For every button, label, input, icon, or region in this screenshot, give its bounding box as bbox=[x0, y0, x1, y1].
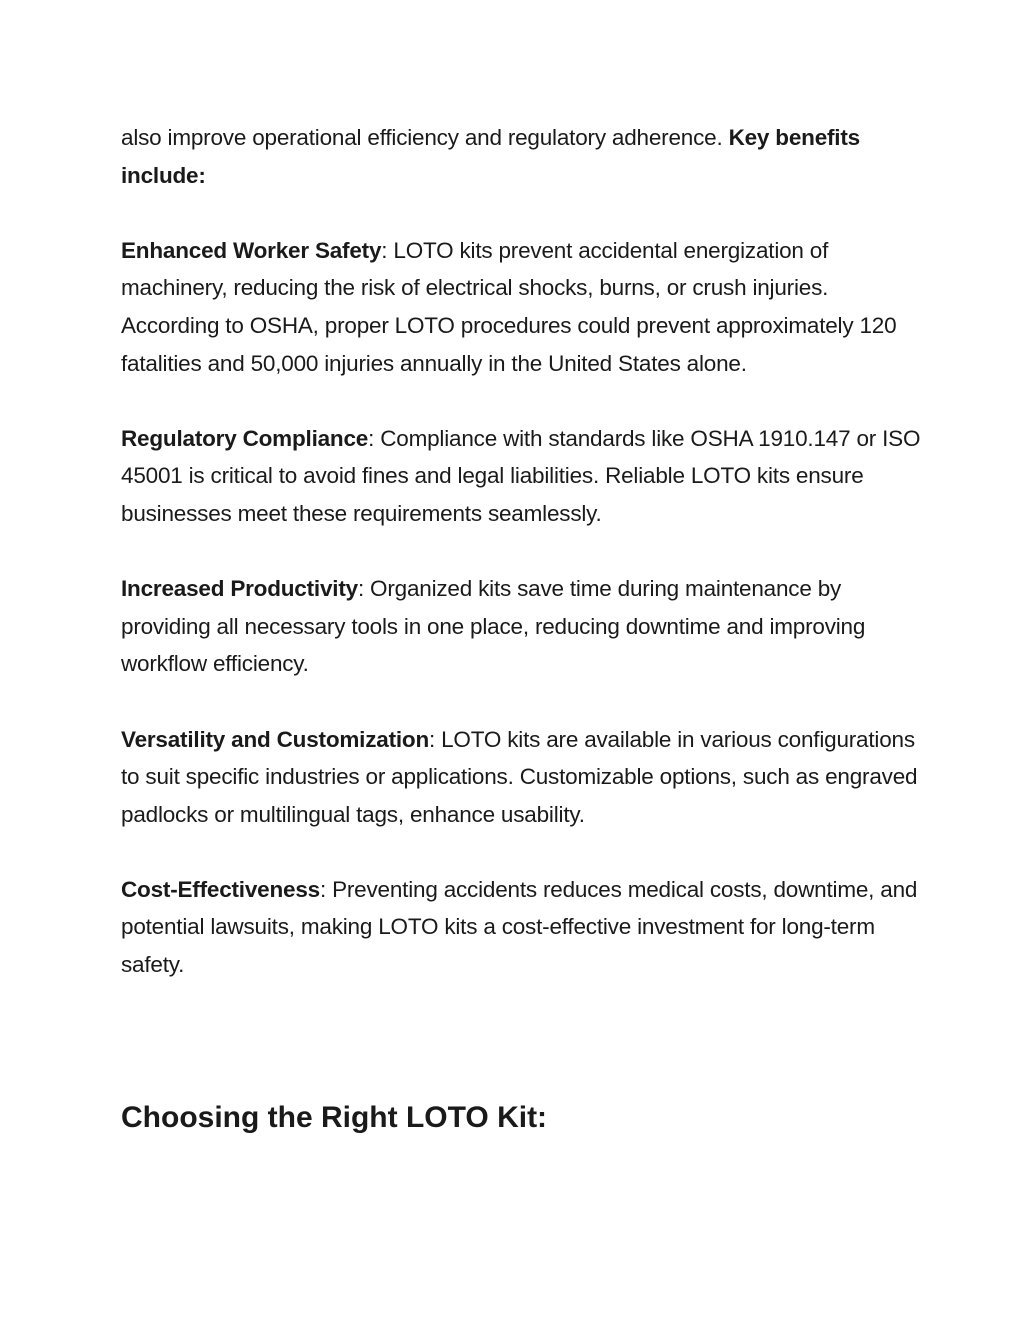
benefit-paragraph bbox=[121, 570, 921, 683]
benefit-title: Versatility and Customization bbox=[121, 726, 430, 752]
benefit-text: : Preventing accidents reduces medical costs, downtime, and potential lawsuits, making LOTO kits a cost-effective investment for long-term safety. bbox=[121, 876, 918, 978]
body-text bbox=[121, 119, 921, 1021]
benefit-text: : Organized kits save time during maintenance by providing all necessary tools in one place, reducing downtime and improving workflow efficiency. bbox=[121, 576, 866, 677]
benefit-title: Enhanced Worker Safety bbox=[121, 237, 382, 263]
intro-paragraph bbox=[121, 119, 921, 194]
benefit-title: Cost-Effectiveness bbox=[121, 876, 320, 902]
benefit-text: : Compliance with standards like OSHA 1910.147 or ISO 45001 is critical to avoid fines and legal liabilities. Reliable LOTO kits ensure businesses meet these requirements seamlessly. bbox=[121, 425, 921, 526]
intro-bold: Key benefits include: bbox=[121, 125, 860, 188]
benefit-paragraph bbox=[121, 232, 921, 382]
benefit-text: : LOTO kits are available in various configurations to suit specific industries or applications. Customizable options, such as engraved padlocks or multilingual tags, enhance usability. bbox=[121, 726, 918, 827]
benefit-title: Increased Productivity bbox=[121, 576, 358, 602]
benefit-paragraph bbox=[121, 871, 921, 984]
benefit-paragraph bbox=[121, 721, 921, 834]
benefit-title: Regulatory Compliance bbox=[121, 425, 369, 451]
benefit-paragraph bbox=[121, 420, 921, 533]
intro-text: also improve operational efficiency and regulatory adherence. bbox=[121, 125, 729, 150]
section-heading: Choosing the Right LOTO Kit: bbox=[121, 1101, 548, 1134]
benefit-text: : LOTO kits prevent accidental energization of machinery, reducing the risk of electrical shocks, burns, or crush injuries. According to OSHA, proper LOTO procedures could prevent approximately 120 fatalities and 50,000 injuries annually in the United States alone. bbox=[121, 237, 897, 376]
